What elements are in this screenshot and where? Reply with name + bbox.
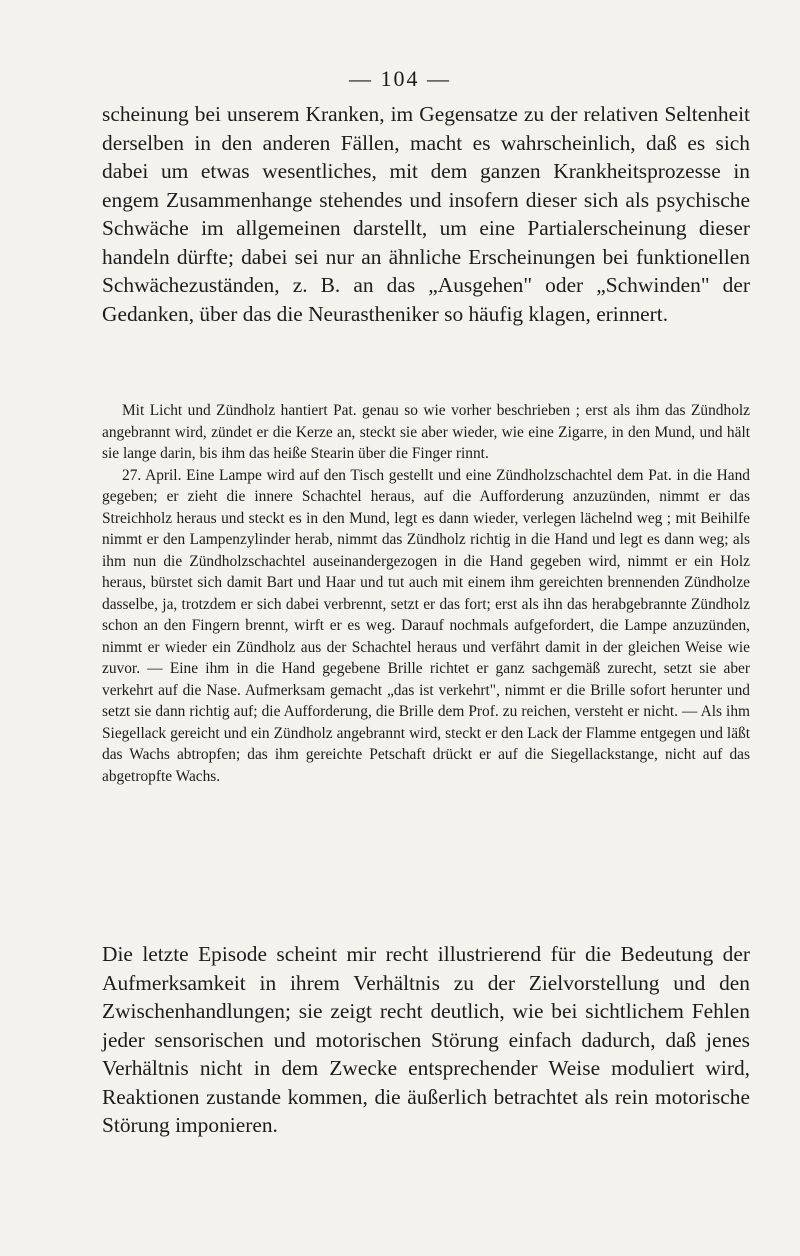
case-notes-block (102, 400, 750, 787)
conclusion-paragraph: Die letzte Episode scheint mir recht illustrierend für die Bedeutung der Aufmerksamkeit in ihrem Verhältnis zu der Zielvorstellung und den Zwischenhandlungen; sie zeigt recht deutlich, wie bei sichtlichem Fehlen jeder sensorischen und motorischen Störung einfach dadurch, daß jenes Verhältnis nicht in dem Zwecke entsprechender Weise moduliert wird, Reaktionen zustande kommen, die äußerlich betrachtet als rein motorische Störung imponieren. (102, 942, 750, 1137)
page-number: — 104 — (349, 66, 451, 91)
case-note-2: 27. April. Eine Lampe wird auf den Tisch gestellt und eine Zündholzschachtel dem Pat. in die Hand gegeben; er zieht die innere Schachtel heraus, auf die Aufforderung anzuzünden, nimmt er das Streichholz heraus und steckt es in den Mund, legt es dann wieder, verlegen lächelnd weg ; mit Beihilfe nimmt er den Lampenzylinder herab, nimmt das Zündholz richtig in die Hand und legt es dann weg; als ihm nun die Zündholzschachtel auseinandergezogen in die Hand gegeben wird, nimmt er ein Holz heraus, bürstet sich damit Bart und Haar und tut auch mit einem ihm gereichten brennenden Zündholze dasselbe, ja, trotzdem er sich dabei verbrennt, setzt er das fort; erst als ihn das herabgebrannte Zündholz schon an den Fingern brennt, wirft er es weg. Darauf nochmals aufgefordert, die Lampe anzuzünden, nimmt er wieder ein Zündholz aus der Schachtel heraus und verfährt damit in der gleichen Weise wie zuvor. — Eine ihm in die Hand gegebene Brille richtet er ganz sachgemäß zurecht, setzt sie aber verkehrt auf die Nase. Aufmerksam gemacht „das ist verkehrt", nimmt er die Brille sofort herunter und setzt sie dann richtig auf; die Aufforderung, die Brille dem Prof. zu reichen, versteht er nicht. — Als ihm Siegellack gereicht und ein Zündholz angebrannt wird, steckt er den Lack der Flamme entgegen und läßt das Wachs abtropfen; das ihm gereichte Petschaft drückt er auf die Siegellackstange, nicht auf das abgetropfte Wachs. (102, 466, 750, 785)
intro-paragraph-block (102, 100, 750, 328)
case-note-1: Mit Licht und Zündholz hantiert Pat. genau so wie vorher beschrieben ; erst als ihm das Zündholz angebrannt wird, zündet er die Kerze an, steckt sie aber wieder, wie eine Zigarre, in den Mund, und hält sie lange darin, bis ihm das heiße Stearin über die Finger rinnt. (102, 402, 750, 462)
conclusion-paragraph-block (102, 940, 750, 1140)
intro-paragraph: scheinung bei unserem Kranken, im Gegensatze zu der relativen Seltenheit derselben in den anderen Fällen, macht es wahrscheinlich, daß es sich dabei um etwas wesentliches, mit dem ganzen Krankheitsprozesse in engem Zusammenhange stehendes und insofern dieser sich als psychische Schwäche im allgemeinen darstellt, um eine Partialerscheinung dieser handeln dürfte; dabei sei nur an ähnliche Erscheinungen bei funktionellen Schwächezuständen, z. B. an das „Ausgehen" oder „Schwinden" der Gedanken, über das die Neurastheniker so häufig klagen, erinnert. (102, 102, 750, 326)
